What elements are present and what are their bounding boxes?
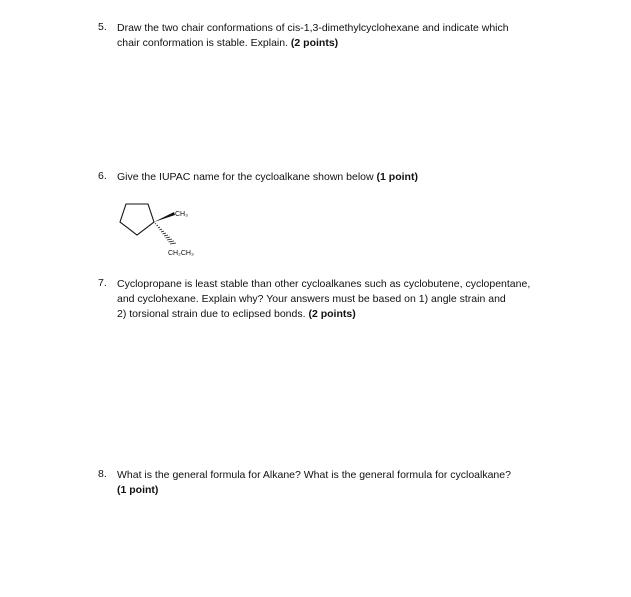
question-text <box>117 21 567 51</box>
question-line: 2) torsional strain due to eclipsed bonds. <box>117 308 306 320</box>
points-value: (1 point) <box>117 484 159 496</box>
question-text <box>117 277 567 322</box>
question-line: chair conformation is stable. Explain. <box>117 37 288 49</box>
question-line-with-points <box>117 307 567 322</box>
points-value: (2 points) <box>290 37 339 49</box>
wedge-bond <box>154 212 175 222</box>
question-line-with-points <box>117 170 567 185</box>
question-line: Give the IUPAC name for the cycloalkane shown below <box>117 171 374 183</box>
points-value: (1 point) <box>376 171 418 183</box>
question-number: 5. <box>98 21 107 33</box>
substituent-ethyl-label: CH₂CH₃ <box>168 250 194 257</box>
cyclopentane-ring <box>120 204 154 235</box>
question-line: Draw the two chair conformations of cis-1,3-dimethylcyclohexane and indicate which <box>117 22 509 34</box>
hashed-bond <box>155 224 176 245</box>
question-number: 8. <box>98 468 107 480</box>
cyclopentane-structure <box>108 193 218 263</box>
question-line-with-points <box>117 36 567 51</box>
points-value: (2 points) <box>308 308 356 320</box>
question-line: What is the general formula for Alkane? What is the general formula for cycloalkane? <box>117 469 511 481</box>
question-text <box>117 468 567 498</box>
question-number: 7. <box>98 277 107 289</box>
question-line: Cyclopropane is least stable than other cycloalkanes such as cyclobutene, cyclopentane, <box>117 278 531 290</box>
substituent-ch3-label: CH₃ <box>175 211 188 218</box>
question-line: and cyclohexane. Explain why? Your answers must be based on 1) angle strain and <box>117 293 506 305</box>
question-number: 6. <box>98 170 107 182</box>
question-text <box>117 170 567 185</box>
